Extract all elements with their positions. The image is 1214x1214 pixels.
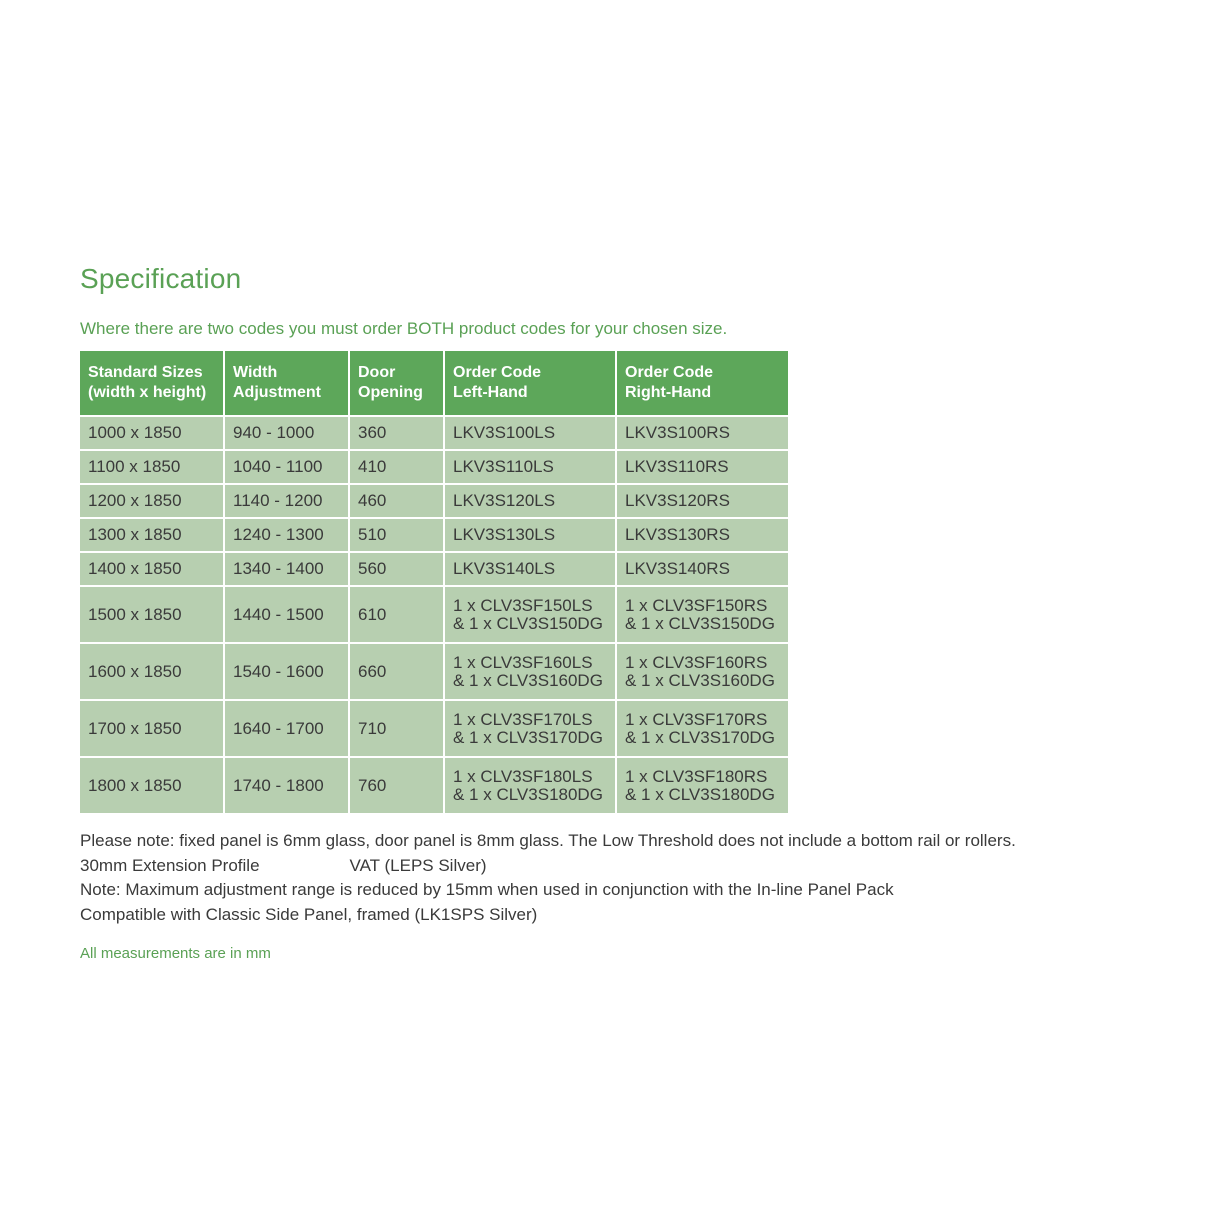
table-row [80, 552, 788, 586]
cell-left-code [444, 586, 616, 643]
cell-opening: 460 [349, 484, 444, 518]
left-code-line-1: 1 x CLV3SF160LS [453, 652, 593, 672]
right-code-line-2: & 1 x CLV3S180DG [625, 784, 775, 804]
table-row [80, 700, 788, 757]
note-compatibility: Compatible with Classic Side Panel, framed (LK1SPS Silver) [80, 904, 538, 924]
left-code-line-2: & 1 x CLV3S160DG [453, 670, 603, 690]
cell-adjustment: 1640 - 1700 [224, 700, 349, 757]
page-subtitle: Where there are two codes you must order BOTH product codes for your chosen size. [80, 319, 728, 338]
left-code-line-2: & 1 x CLV3S180DG [453, 784, 603, 804]
cell-left-code: LKV3S120LS [444, 484, 616, 518]
note-adjustment-range: Note: Maximum adjustment range is reduced by 15mm when used in conjunction with the In-line Panel Pack [80, 880, 894, 899]
cell-size: 1000 x 1850 [80, 416, 224, 450]
cell-opening: 510 [349, 518, 444, 552]
cell-adjustment: 1240 - 1300 [224, 518, 349, 552]
left-code-line-1: 1 x CLV3SF150LS [453, 595, 593, 615]
header-door-opening: Door Opening [349, 351, 444, 416]
note-vat: VAT (LEPS Silver) [349, 855, 487, 875]
table-header-row [80, 351, 788, 416]
cell-left-code: LKV3S100LS [444, 416, 616, 450]
table-row [80, 643, 788, 700]
table-row [80, 484, 788, 518]
left-code-line-1: 1 x CLV3SF170LS [453, 709, 593, 729]
cell-right-code: LKV3S100RS [616, 416, 788, 450]
cell-size: 1400 x 1850 [80, 552, 224, 586]
cell-opening: 660 [349, 643, 444, 700]
cell-left-code [444, 757, 616, 814]
cell-adjustment: 1540 - 1600 [224, 643, 349, 700]
table-row [80, 416, 788, 450]
cell-left-code: LKV3S110LS [444, 450, 616, 484]
cell-left-code: LKV3S130LS [444, 518, 616, 552]
cell-size: 1500 x 1850 [80, 586, 224, 643]
cell-right-code: LKV3S110RS [616, 450, 788, 484]
left-code-line-2: & 1 x CLV3S170DG [453, 727, 603, 747]
cell-adjustment: 1740 - 1800 [224, 757, 349, 814]
cell-right-code [616, 700, 788, 757]
note-extension-label: 30mm Extension Profile [80, 855, 260, 875]
cell-size: 1600 x 1850 [80, 643, 224, 700]
cell-left-code: LKV3S140LS [444, 552, 616, 586]
cell-right-code [616, 643, 788, 700]
right-code-line-1: 1 x CLV3SF170RS [625, 709, 768, 729]
page-title: Specification [80, 263, 242, 294]
cell-right-code [616, 586, 788, 643]
cell-size: 1100 x 1850 [80, 450, 224, 484]
cell-size: 1300 x 1850 [80, 518, 224, 552]
cell-size: 1800 x 1850 [80, 757, 224, 814]
table-row [80, 518, 788, 552]
specification-table [80, 351, 788, 815]
right-code-line-1: 1 x CLV3SF160RS [625, 652, 768, 672]
cell-adjustment: 1140 - 1200 [224, 484, 349, 518]
cell-right-code: LKV3S140RS [616, 552, 788, 586]
table-row [80, 450, 788, 484]
cell-left-code [444, 700, 616, 757]
header-order-code-right: Order Code Right-Hand [616, 351, 788, 416]
right-code-line-2: & 1 x CLV3S170DG [625, 727, 775, 747]
cell-opening: 360 [349, 416, 444, 450]
left-code-line-2: & 1 x CLV3S150DG [453, 613, 603, 633]
right-code-line-2: & 1 x CLV3S160DG [625, 670, 775, 690]
cell-left-code [444, 643, 616, 700]
table-row [80, 586, 788, 643]
header-order-code-left: Order Code Left-Hand [444, 351, 616, 416]
cell-opening: 610 [349, 586, 444, 643]
right-code-line-1: 1 x CLV3SF150RS [625, 595, 768, 615]
measurements-note: All measurements are in mm [80, 945, 271, 962]
cell-adjustment: 1440 - 1500 [224, 586, 349, 643]
header-standard-sizes: Standard Sizes (width x height) [80, 351, 224, 416]
cell-right-code [616, 757, 788, 814]
cell-adjustment: 1340 - 1400 [224, 552, 349, 586]
cell-adjustment: 1040 - 1100 [224, 450, 349, 484]
note-glass: Please note: fixed panel is 6mm glass, door panel is 8mm glass. The Low Threshold does not include a bottom rail or rollers. [80, 831, 1016, 850]
note-extension-profile [80, 854, 1016, 879]
cell-right-code: LKV3S130RS [616, 518, 788, 552]
left-code-line-1: 1 x CLV3SF180LS [453, 766, 593, 786]
cell-opening: 410 [349, 450, 444, 484]
cell-adjustment: 940 - 1000 [224, 416, 349, 450]
cell-opening: 710 [349, 700, 444, 757]
right-code-line-2: & 1 x CLV3S150DG [625, 613, 775, 633]
header-width-adjustment: Width Adjustment [224, 351, 349, 416]
cell-opening: 560 [349, 552, 444, 586]
cell-size: 1700 x 1850 [80, 700, 224, 757]
cell-opening: 760 [349, 757, 444, 814]
notes-block [80, 829, 1016, 927]
cell-size: 1200 x 1850 [80, 484, 224, 518]
cell-right-code: LKV3S120RS [616, 484, 788, 518]
table-row [80, 757, 788, 814]
right-code-line-1: 1 x CLV3SF180RS [625, 766, 768, 786]
